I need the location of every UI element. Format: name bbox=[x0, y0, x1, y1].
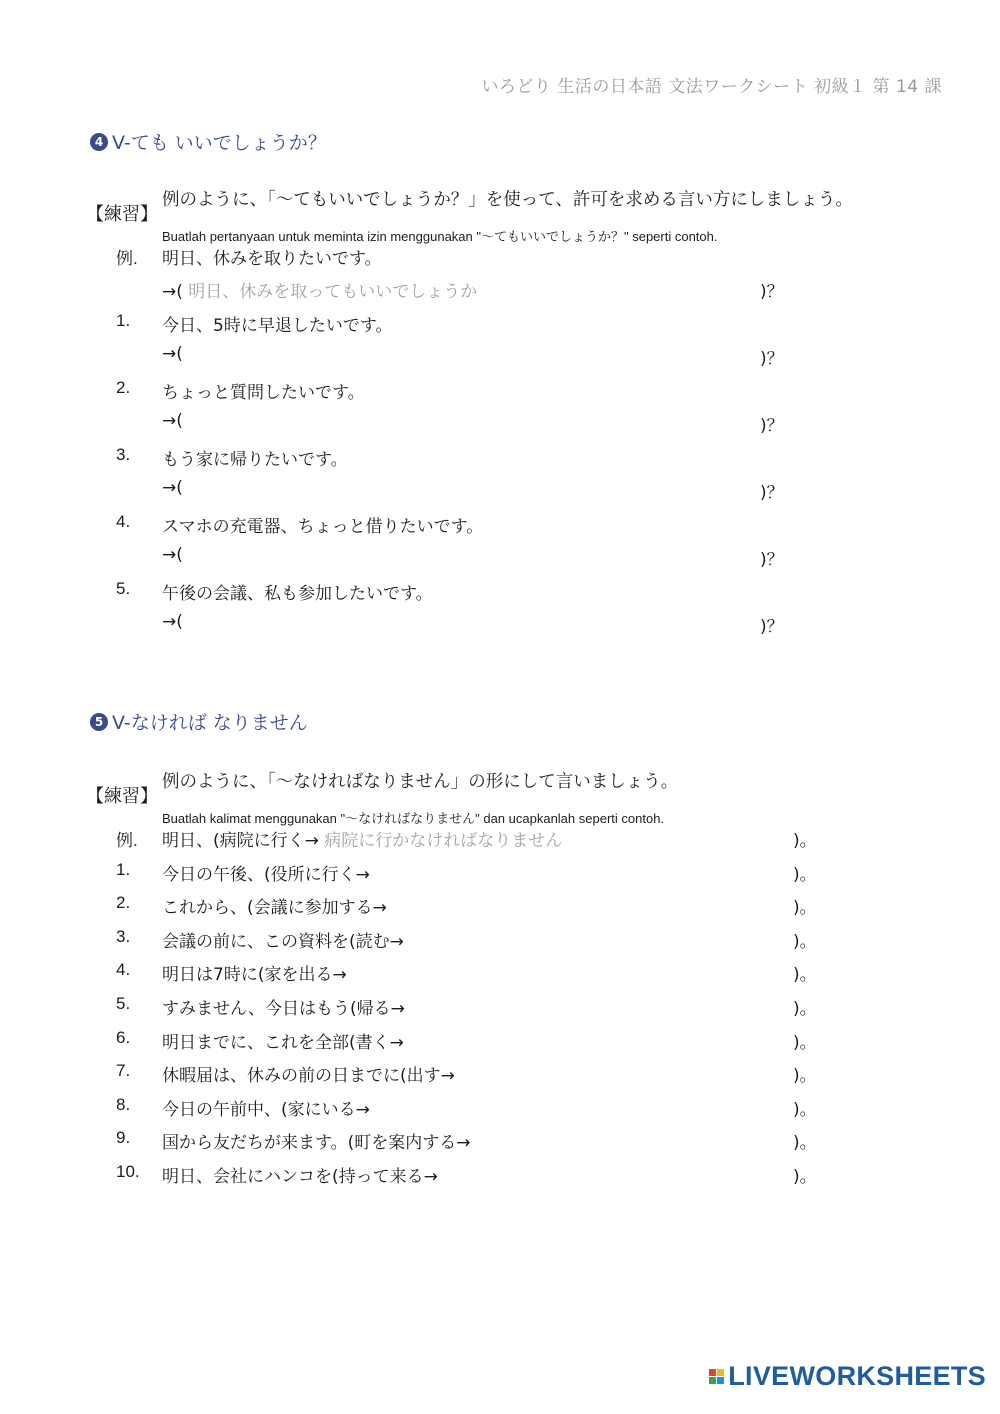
answer-field[interactable] bbox=[162, 893, 387, 918]
item-sentence: もう家に帰りたいです。 bbox=[162, 450, 348, 470]
close-paren: )。 bbox=[793, 1066, 817, 1087]
answer-field[interactable] bbox=[162, 1095, 370, 1120]
close-paren: )。 bbox=[793, 965, 817, 986]
item-number: 1. bbox=[116, 859, 131, 879]
worksheet-header: いろどり 生活の日本語 文法ワークシート 初級１ 第 14 課 bbox=[481, 77, 942, 97]
close-paren: )？ bbox=[760, 617, 784, 637]
answer-text: 病院に行かなければなりません bbox=[324, 831, 563, 851]
item-number: 2. bbox=[116, 893, 131, 913]
logo-mark-icon bbox=[709, 1369, 724, 1384]
arrow-open: →( bbox=[162, 344, 183, 364]
item-number: 例. bbox=[116, 831, 138, 850]
section-4-title bbox=[90, 128, 327, 155]
arrow-open: →( bbox=[162, 411, 183, 431]
item-sentence: 今日の午後、(役所に行く→ bbox=[162, 864, 370, 885]
item-sentence: 会議の前に、この資料を(読む→ bbox=[162, 931, 404, 952]
close-paren: )？ bbox=[760, 282, 784, 302]
item-number: 7. bbox=[116, 1061, 131, 1081]
answer-text: 明日、休みを取ってもいいでしょうか bbox=[188, 282, 478, 302]
item-number: 2. bbox=[116, 378, 131, 397]
answer-field[interactable] bbox=[162, 1028, 404, 1053]
item-number: 6. bbox=[116, 1027, 131, 1047]
item-sentence: 明日は7時に(家を出る→ bbox=[162, 965, 347, 986]
liveworksheets-logo bbox=[709, 1361, 986, 1392]
item-number: 例. bbox=[116, 249, 138, 268]
item-sentence: 午後の会議、私も参加したいです。 bbox=[162, 584, 433, 604]
item-sentence: 明日、休みを取りたいです。 bbox=[162, 249, 382, 269]
close-paren: )？ bbox=[760, 416, 784, 436]
close-paren: )。 bbox=[793, 1167, 817, 1187]
section-5-number: 5 bbox=[90, 713, 108, 731]
answer-field[interactable] bbox=[162, 826, 562, 851]
item-sentence: スマホの充電器、ちょっと借りたいです。 bbox=[162, 517, 484, 537]
item-sentence: すみません、今日はもう(帰る→ bbox=[162, 999, 405, 1019]
answer-field[interactable] bbox=[162, 860, 370, 885]
instruction-id: Buatlah kalimat menggunakan "～なければなりません" dan ucapkanlah seperti contoh. bbox=[162, 811, 665, 826]
item-sentence: 今日、5時に早退したいです。 bbox=[162, 316, 393, 336]
item-number: 4. bbox=[116, 512, 131, 531]
instruction-jp: 例のように、「～てもいいでしょうか？」を使って、許可を求める言い方にしましょう。 bbox=[162, 190, 853, 210]
practice-label: 【練習】 bbox=[86, 786, 158, 807]
item-number: 10. bbox=[116, 1162, 140, 1181]
item-number: 9. bbox=[116, 1128, 131, 1148]
practice-label: 【練習】 bbox=[86, 204, 158, 225]
close-paren: )？ bbox=[760, 483, 784, 503]
close-paren: )。 bbox=[793, 864, 817, 885]
answer-field[interactable] bbox=[162, 1061, 455, 1086]
section-4-title-text: V-ても いいでしょうか？ bbox=[112, 132, 327, 154]
answer-field[interactable] bbox=[162, 277, 477, 302]
section-4-number: 4 bbox=[90, 133, 108, 151]
item-number: 5. bbox=[116, 579, 131, 598]
instruction-jp: 例のように、「～なければなりません」の形にして言いましょう。 bbox=[162, 772, 679, 792]
item-sentence: 明日、会社にハンコを(持って来る→ bbox=[162, 1167, 438, 1187]
item-number: 8. bbox=[116, 1094, 131, 1114]
close-paren: )。 bbox=[793, 831, 817, 851]
arrow-open: →( bbox=[162, 612, 183, 632]
item-sentence: これから、(会議に参加する→ bbox=[162, 898, 387, 919]
answer-field[interactable] bbox=[162, 1128, 471, 1153]
close-paren: )？ bbox=[760, 550, 784, 570]
answer-field[interactable] bbox=[162, 1162, 438, 1187]
item-sentence: 明日、(病院に行く→ bbox=[162, 831, 319, 851]
close-paren: )。 bbox=[793, 1099, 817, 1120]
item-number: 4. bbox=[116, 960, 131, 980]
answer-field[interactable] bbox=[162, 612, 183, 632]
arrow-open: →( bbox=[162, 545, 183, 565]
answer-field[interactable] bbox=[162, 344, 183, 364]
logo-text: LIVEWORKSHEETS bbox=[728, 1361, 986, 1391]
close-paren: )。 bbox=[793, 898, 817, 919]
section-5-title-text: V-なければ なりません bbox=[112, 712, 308, 734]
answer-field[interactable] bbox=[162, 545, 183, 565]
answer-field[interactable] bbox=[162, 960, 347, 985]
answer-field[interactable] bbox=[162, 478, 183, 498]
arrow-open: →( bbox=[162, 478, 183, 498]
item-sentence: 休暇届は、休みの前の日までに(出す→ bbox=[162, 1066, 455, 1087]
answer-field[interactable] bbox=[162, 411, 183, 431]
item-number: 3. bbox=[116, 445, 131, 464]
item-sentence: ちょっと質問したいです。 bbox=[162, 383, 365, 403]
section-5-title bbox=[90, 708, 308, 735]
item-sentence: 今日の午前中、(家にいる→ bbox=[162, 1099, 370, 1120]
item-number: 1. bbox=[116, 311, 131, 330]
answer-field[interactable] bbox=[162, 927, 404, 952]
answer-field[interactable] bbox=[162, 994, 405, 1019]
item-number: 3. bbox=[116, 926, 131, 946]
item-sentence: 明日までに、これを全部(書く→ bbox=[162, 1032, 404, 1053]
arrow-open: →( bbox=[162, 282, 183, 302]
close-paren: )。 bbox=[793, 1133, 817, 1154]
close-paren: )。 bbox=[793, 999, 817, 1019]
item-sentence: 国から友だちが来ます。(町を案内する→ bbox=[162, 1133, 471, 1154]
close-paren: )。 bbox=[793, 931, 817, 952]
close-paren: )。 bbox=[793, 1032, 817, 1053]
item-number: 5. bbox=[116, 994, 131, 1013]
instruction-id: Buatlah pertanyaan untuk meminta izin menggunakan "～てもいいでしょうか？" seperti contoh. bbox=[162, 229, 718, 244]
close-paren: )？ bbox=[760, 349, 784, 369]
